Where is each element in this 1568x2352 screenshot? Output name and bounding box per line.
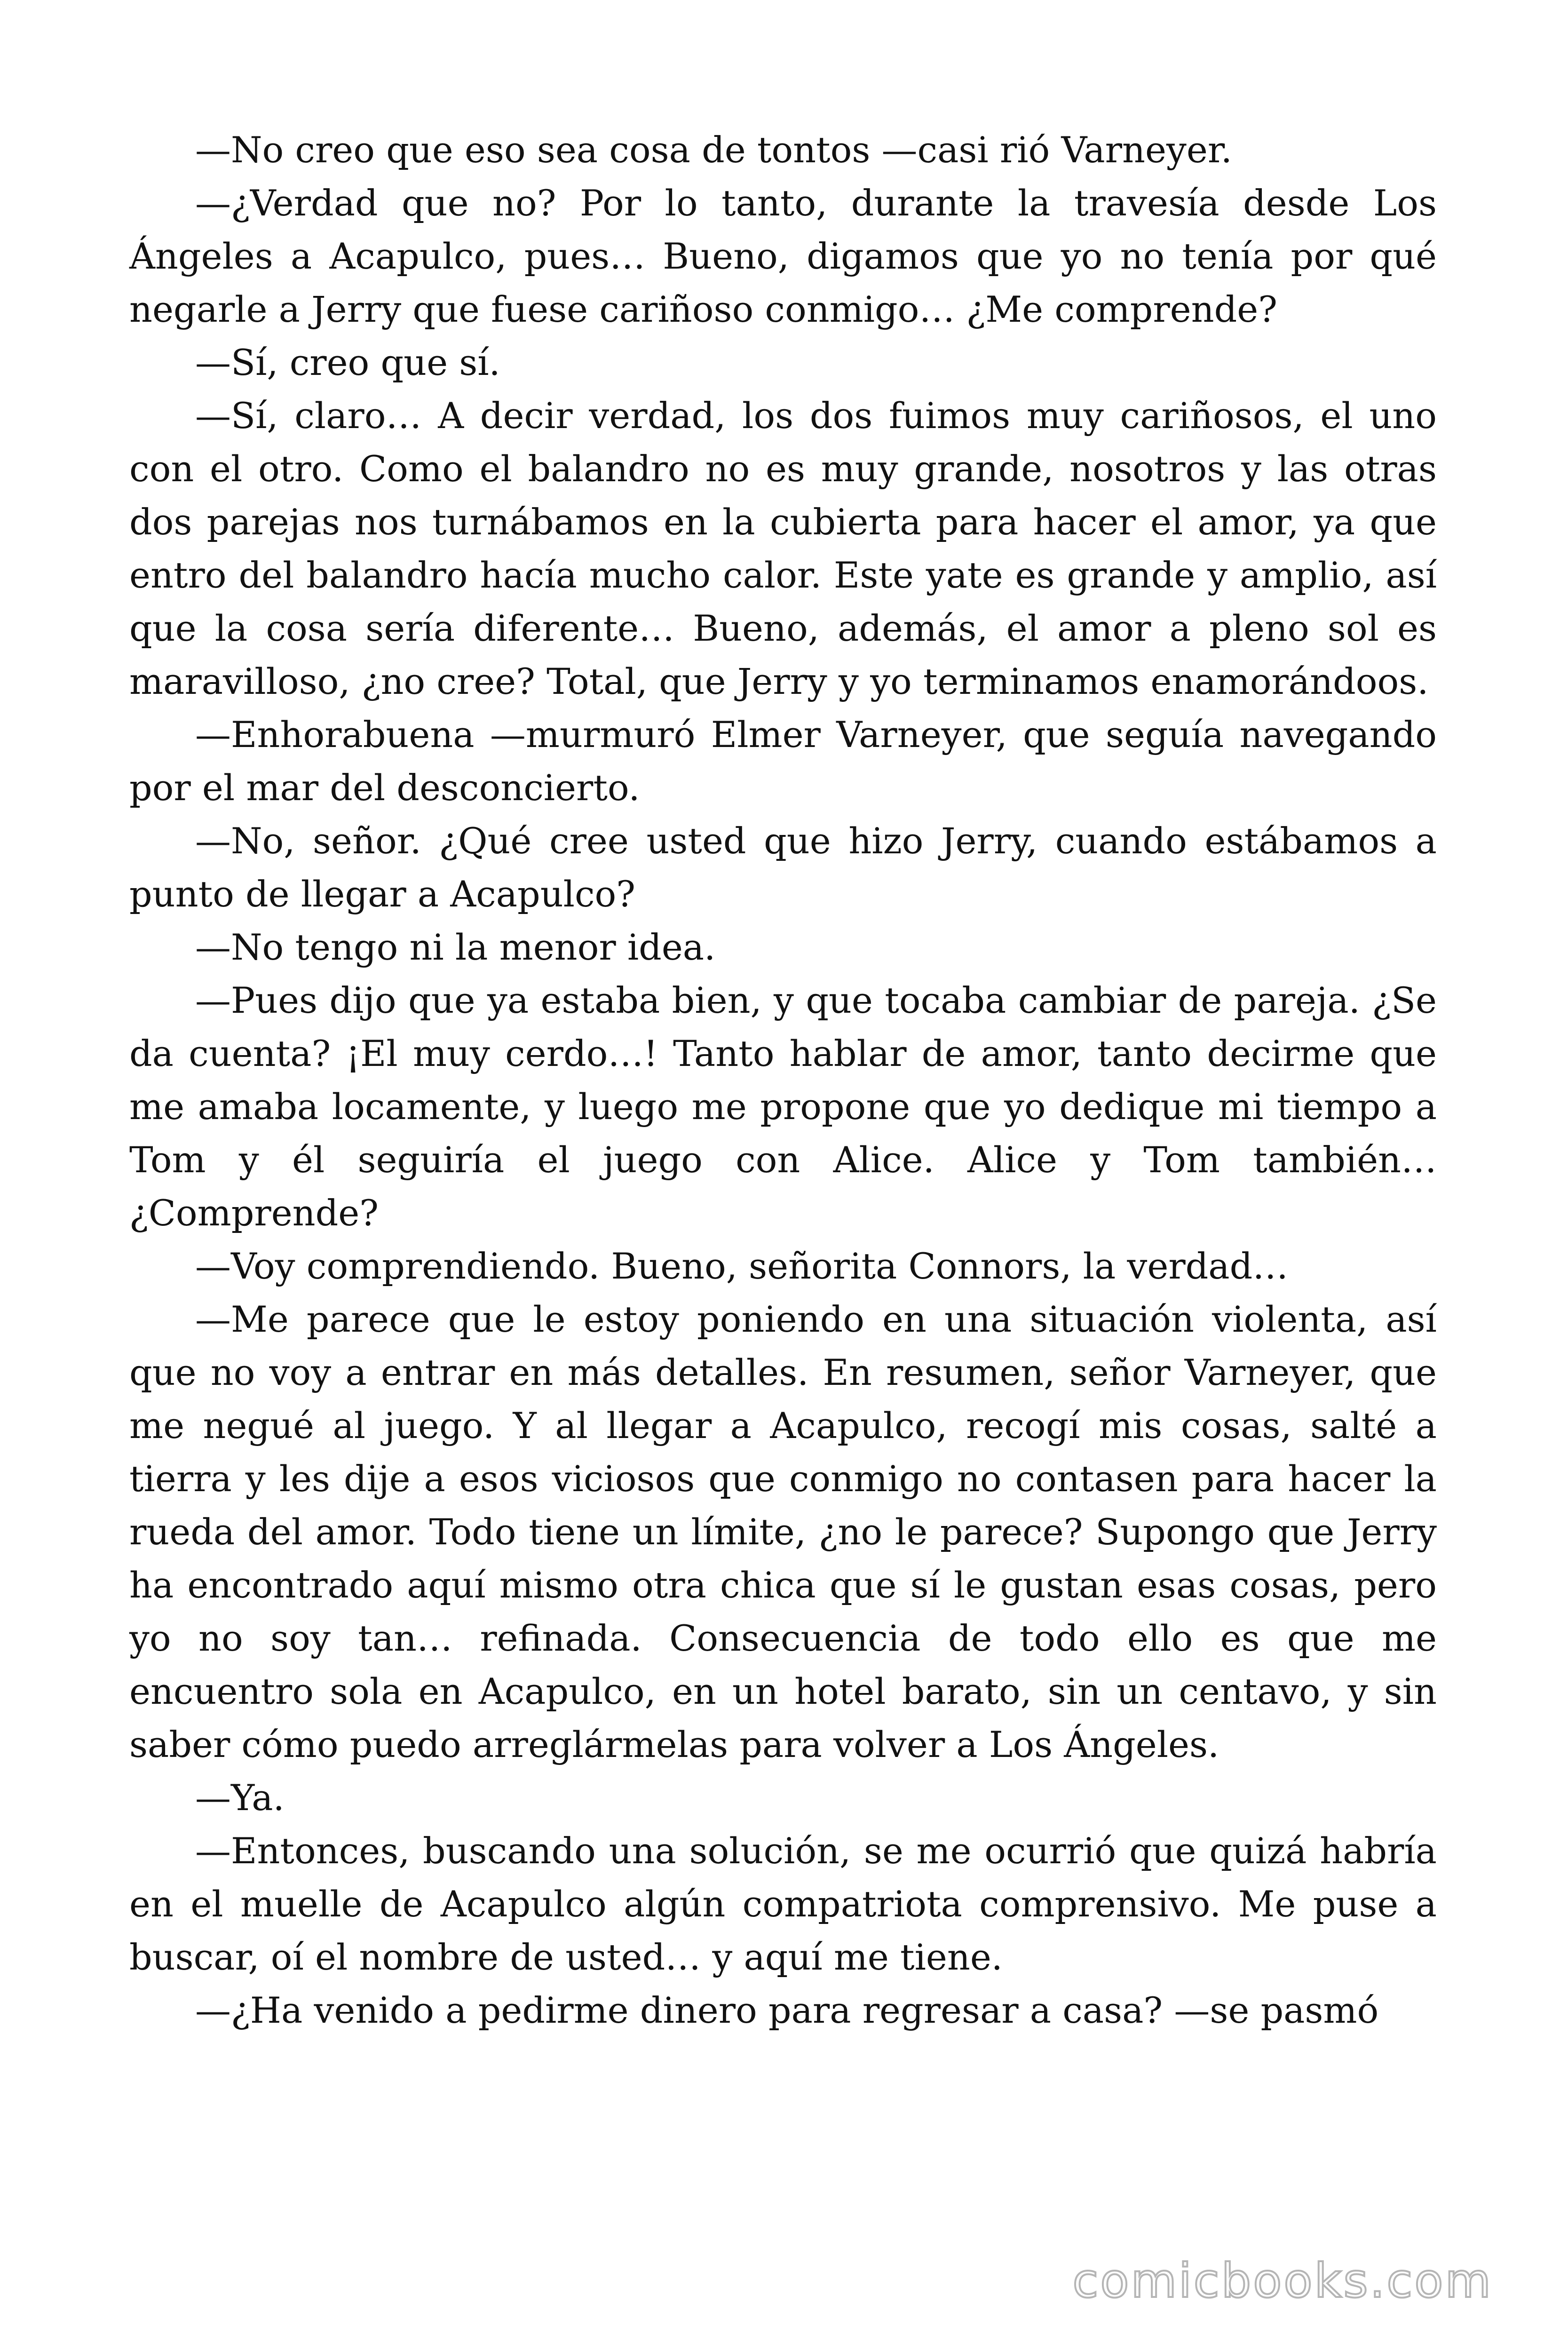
paragraph: —No, señor. ¿Qué cree usted que hizo Jerry, cuando estábamos a punto de llegar a Acapulco? — [129, 820, 1437, 915]
paragraph: —Sí, claro… A decir verdad, los dos fuimos muy cariñosos, el uno con el otro. Como el balandro no es muy grande, nosotros y las otras dos parejas nos turnábamos en la cubierta para hacer el amor, ya que entro del balandro hacía mucho calor. Este yate es grande y amplio, así que la cosa sería diferente… Bueno, además, el amor a pleno sol es maravilloso, ¿no cree? Total, que Jerry y yo terminamos enamorándoos. — [129, 395, 1437, 702]
paragraph: —Voy comprendiendo. Bueno, señorita Connors, la verdad… — [195, 1245, 1289, 1287]
paragraph: —¿Verdad que no? Por lo tanto, durante la travesía desde Los Ángeles a Acapulco, pues… Bueno, digamos que yo no tenía por qué negarle a Jerry que fuese cariñoso conmigo… ¿Me comprende? — [129, 182, 1437, 330]
paragraph: —Entonces, buscando una solución, se me ocurrió que quizá habría en el muelle de Acapulco algún compatriota comprensivo. Me puse a buscar, oí el nombre de usted… y aquí me tiene. — [129, 1830, 1437, 1978]
paragraph: —Ya. — [195, 1777, 285, 1819]
paragraph: —Enhorabuena —murmuró Elmer Varneyer, que seguía navegando por el mar del desconcierto. — [129, 714, 1437, 809]
paragraph: —Me parece que le estoy poniendo en una situación violenta, así que no voy a entrar en más detalles. En resumen, señor Varneyer, que me negué al juego. Y al llegar a Acapulco, recogí mis cosas, salté a tierra y les dije a esos viciosos que conmigo no contasen para hacer la rueda del amor. Todo tiene un límite, ¿no le parece? Supongo que Jerry ha encontrado aquí mismo otra chica que sí le gustan esas cosas, pero yo no soy tan… refinada. Consecuencia de todo ello es que me encuentro sola en Acapulco, en un hotel barato, sin un centavo, y sin saber cómo puedo arreglármelas para volver a Los Ángeles. — [129, 1298, 1437, 1765]
body-text — [129, 123, 1437, 2037]
paragraph: —Sí, creo que sí. — [195, 342, 500, 383]
paragraph: —¿Ha venido a pedirme dinero para regresar a casa? —se pasmó — [195, 1989, 1379, 2031]
watermark-text: comicbooks.com — [1072, 2253, 1493, 2308]
paragraph: —No tengo ni la menor idea. — [195, 926, 716, 968]
paragraph: —Pues dijo que ya estaba bien, y que tocaba cambiar de pareja. ¿Se da cuenta? ¡El muy cerdo…! Tanto hablar de amor, tanto decirme que me amaba locamente, y luego me propone que yo dedique mi tiempo a Tom y él seguiría el juego con Alice. Alice y Tom también… ¿Comprende? — [129, 979, 1437, 1234]
paragraph: —No creo que eso sea cosa de tontos —casi rió Varneyer. — [195, 129, 1232, 171]
